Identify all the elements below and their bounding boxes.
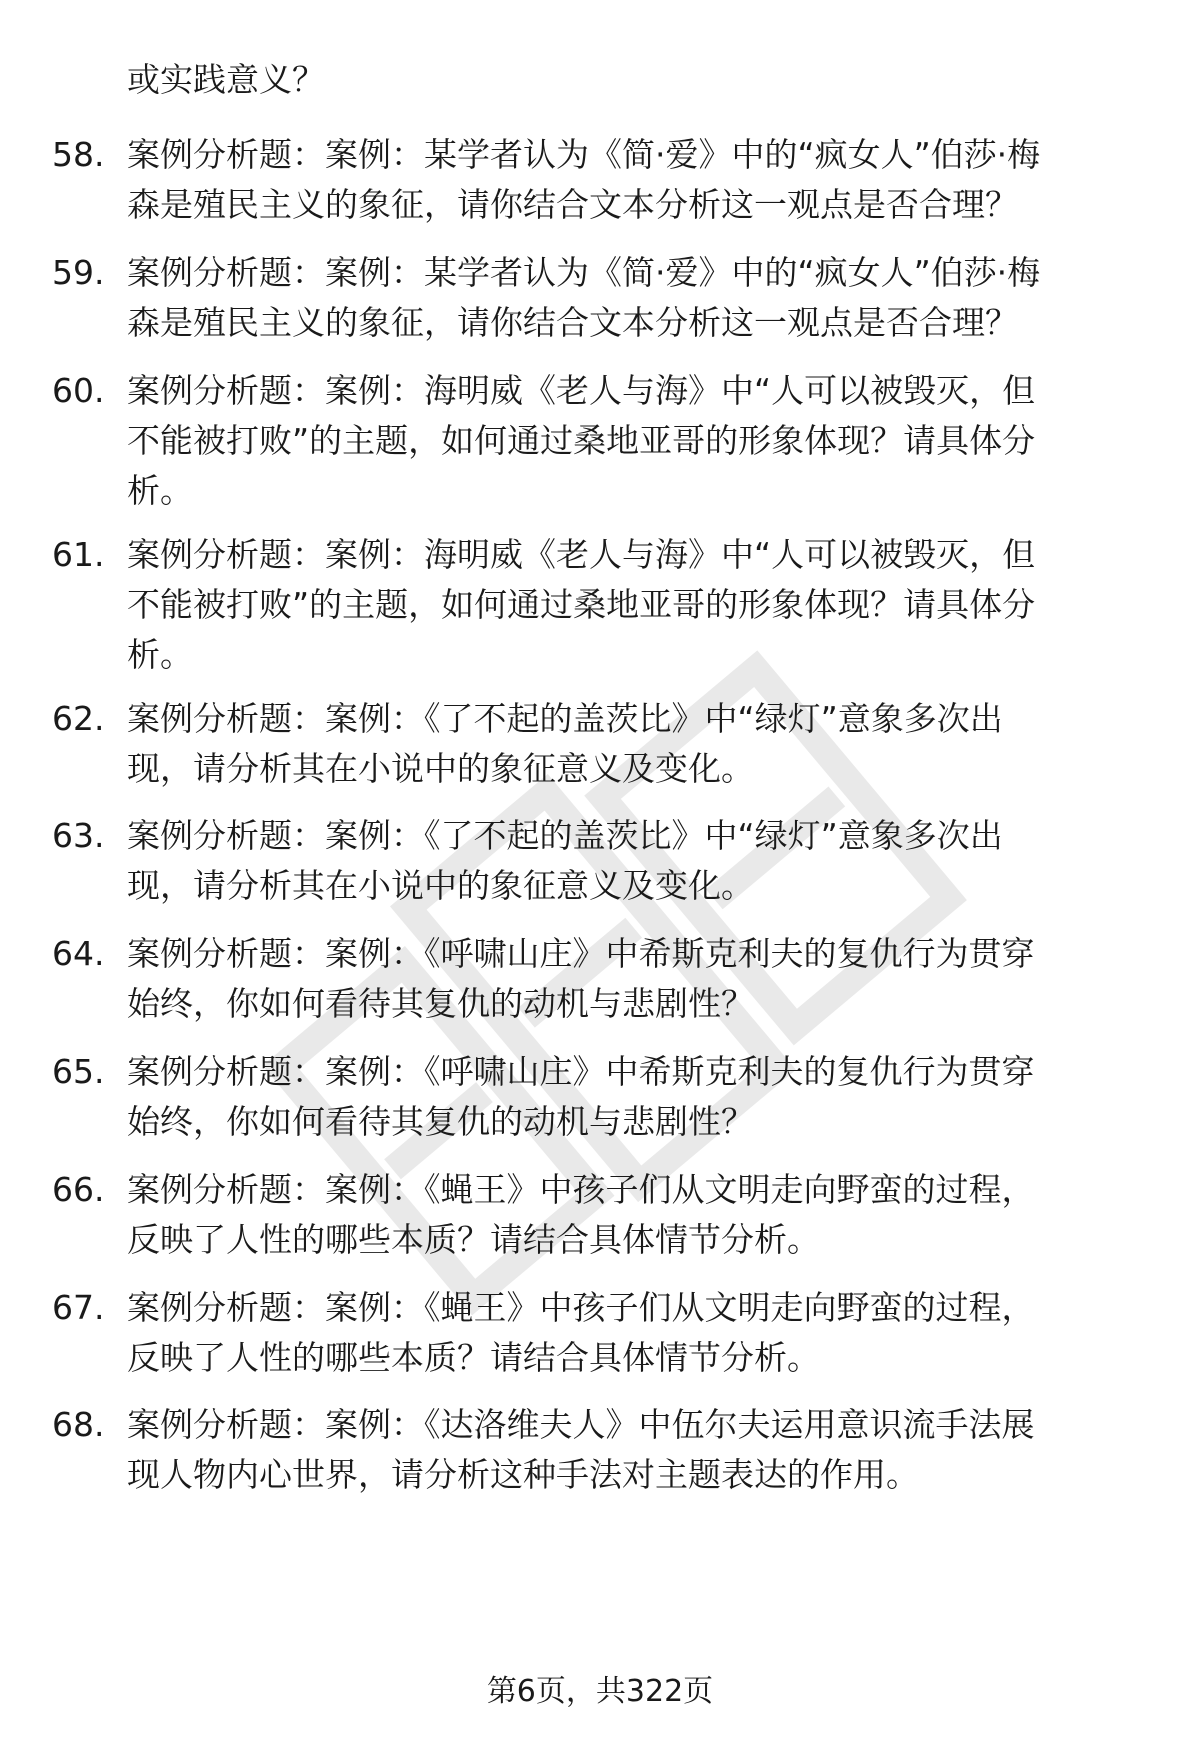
- question-line: 析。: [127, 635, 193, 674]
- question-text: [127, 1165, 1162, 1265]
- question-line: 案例分析题：案例：《了不起的盖茨比》中“绿灯”意象多次出: [127, 816, 1003, 855]
- question-text: [127, 530, 1162, 680]
- question-line: 不能被打败”的主题，如何通过桑地亚哥的形象体现？请具体分: [127, 585, 1036, 624]
- question-text: [127, 929, 1162, 1029]
- question-line: 森是殖民主义的象征，请你结合文本分析这一观点是否合理？: [127, 303, 1018, 342]
- question-number: 61.: [52, 535, 105, 574]
- question-number: 60.: [52, 371, 105, 410]
- page-number-footer: 第6页，共322页: [486, 1674, 714, 1709]
- question-text: [127, 248, 1162, 348]
- question-line: 析。: [127, 471, 193, 510]
- question-line: 案例分析题：案例：《达洛维夫人》中伍尔夫运用意识流手法展: [127, 1405, 1035, 1444]
- question-number: 59.: [52, 253, 105, 292]
- question-line: 案例分析题：案例：海明威《老人与海》中“人可以被毁灭，但: [127, 535, 1036, 574]
- question-line: 案例分析题：案例：《呼啸山庄》中希斯克利夫的复仇行为贯穿: [127, 934, 1035, 973]
- question-number: 65.: [52, 1052, 105, 1091]
- continuation-line: 或实践意义？: [127, 60, 325, 99]
- question-line: 案例分析题：案例：《呼啸山庄》中希斯克利夫的复仇行为贯穿: [127, 1052, 1035, 1091]
- question-line: 案例分析题：案例：海明威《老人与海》中“人可以被毁灭，但: [127, 371, 1036, 410]
- question-number: 62.: [52, 699, 105, 738]
- question-line: 现，请分析其在小说中的象征意义及变化。: [127, 749, 754, 788]
- question-line: 案例分析题：案例：《蝇王》中孩子们从文明走向野蛮的过程，: [127, 1288, 1035, 1327]
- question-line: 反映了人性的哪些本质？请结合具体情节分析。: [127, 1338, 820, 1377]
- question-line: 现，请分析其在小说中的象征意义及变化。: [127, 866, 754, 905]
- question-number: 63.: [52, 816, 105, 855]
- question-line: 案例分析题：案例：某学者认为《简·爱》中的“疯女人”伯莎·梅: [127, 135, 1041, 174]
- question-number: 67.: [52, 1288, 105, 1327]
- question-text: [127, 1283, 1162, 1383]
- question-text: [127, 811, 1162, 911]
- question-line: 始终，你如何看待其复仇的动机与悲剧性？: [127, 1102, 754, 1141]
- question-line: 案例分析题：案例：《了不起的盖茨比》中“绿灯”意象多次出: [127, 699, 1003, 738]
- question-text: [127, 130, 1162, 230]
- question-text: [127, 1400, 1162, 1500]
- question-line: 现人物内心世界，请分析这种手法对主题表达的作用。: [127, 1455, 919, 1494]
- question-number: 64.: [52, 934, 105, 973]
- question-line: 不能被打败”的主题，如何通过桑地亚哥的形象体现？请具体分: [127, 421, 1036, 460]
- question-text: [127, 694, 1162, 794]
- question-line: 森是殖民主义的象征，请你结合文本分析这一观点是否合理？: [127, 185, 1018, 224]
- question-number: 68.: [52, 1405, 105, 1444]
- question-text: [127, 366, 1162, 516]
- question-number: 66.: [52, 1170, 105, 1209]
- question-line: 案例分析题：案例：《蝇王》中孩子们从文明走向野蛮的过程，: [127, 1170, 1035, 1209]
- question-line: 反映了人性的哪些本质？请结合具体情节分析。: [127, 1220, 820, 1259]
- question-text: [127, 1047, 1162, 1147]
- question-line: 案例分析题：案例：某学者认为《简·爱》中的“疯女人”伯莎·梅: [127, 253, 1041, 292]
- question-number: 58.: [52, 135, 105, 174]
- question-line: 始终，你如何看待其复仇的动机与悲剧性？: [127, 984, 754, 1023]
